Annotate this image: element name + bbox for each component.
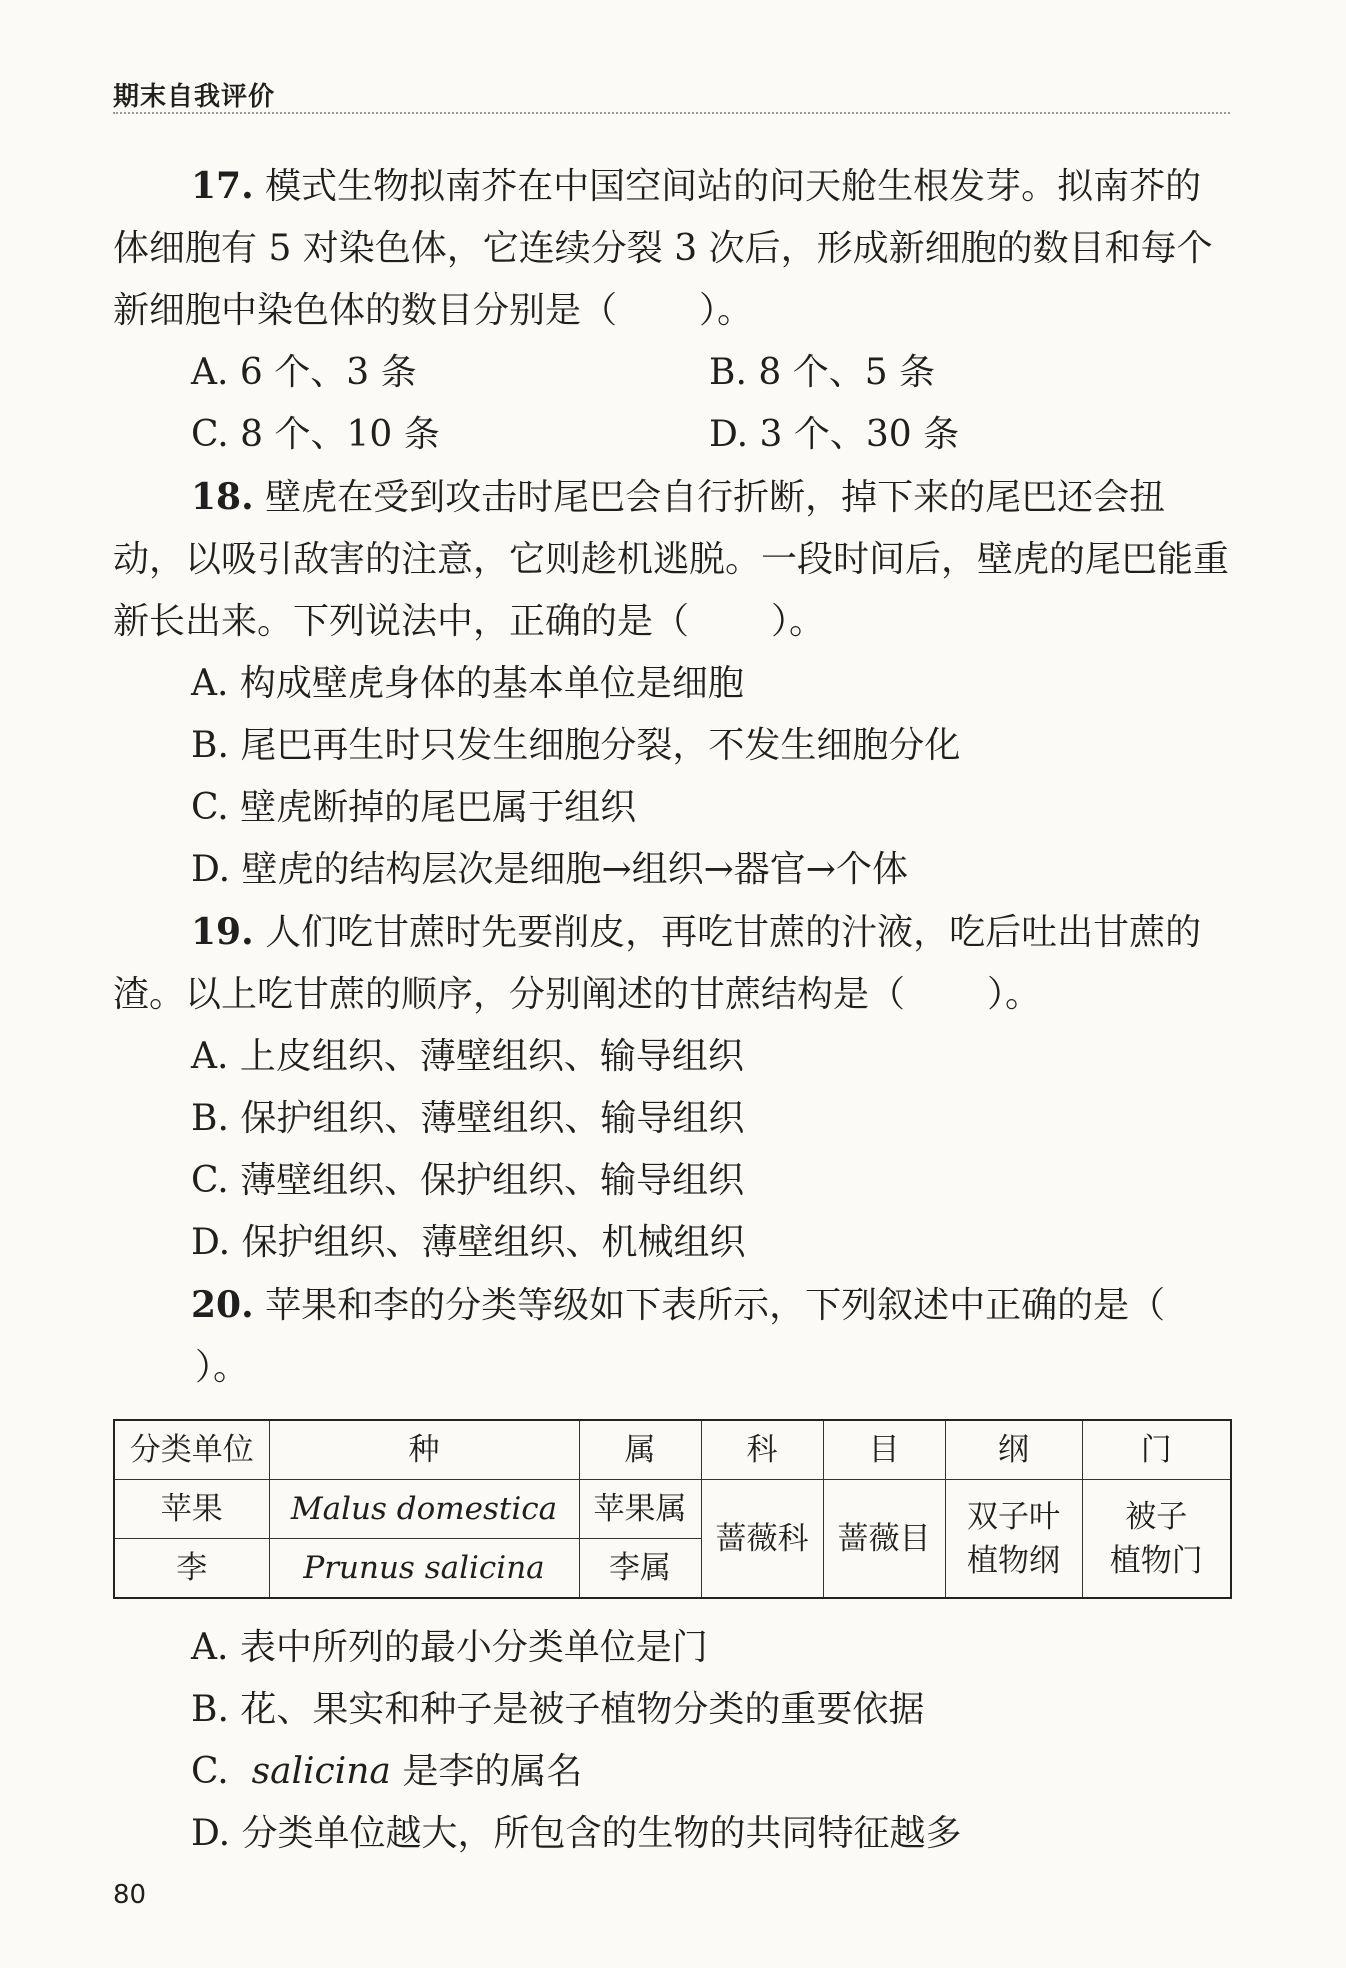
question-19-number: 19. [191, 911, 254, 953]
question-20-stem [113, 1274, 1230, 1399]
order-cell: 蔷薇目 [823, 1480, 945, 1599]
classification-table [113, 1419, 1232, 1599]
question-20-number: 20. [191, 1284, 254, 1326]
question-19-stem [113, 901, 1230, 1026]
table-header-cell: 分类单位 [114, 1420, 269, 1480]
table-header-cell: 种 [269, 1420, 579, 1480]
question-18-number: 18. [191, 476, 254, 518]
page-content [113, 155, 1230, 1865]
page-number: 80 [113, 1880, 147, 1910]
question-17-stem-end: ）。 [699, 290, 754, 331]
question-19-option-b[interactable]: B. 保护组织、薄壁组织、输导组织 [191, 1098, 745, 1139]
apple-species-cell: Malus domestica [269, 1480, 579, 1539]
option-c-prefix: C. [191, 1751, 252, 1792]
question-17-number: 17. [191, 165, 254, 207]
table-header-row [114, 1420, 1231, 1480]
apple-name-cell: 苹果 [114, 1480, 269, 1539]
question-17-option-a[interactable]: A. 6 个、3 条 [191, 352, 417, 393]
question-20-option-c[interactable] [113, 1741, 1230, 1803]
plum-genus-cell: 李属 [579, 1539, 701, 1599]
class-line-1: 双子叶 [967, 1498, 1060, 1535]
table-header-cell: 门 [1082, 1420, 1231, 1480]
table-header-cell: 纲 [945, 1420, 1082, 1480]
question-17-stem [113, 155, 1230, 342]
class-cell [945, 1480, 1082, 1599]
phylum-line-1: 被子 [1125, 1498, 1188, 1535]
question-18-option-d[interactable]: D. 壁虎的结构层次是细胞→组织→器官→个体 [191, 849, 908, 890]
table-header-cell: 科 [701, 1420, 823, 1480]
question-18-option-a[interactable]: A. 构成壁虎身体的基本单位是细胞 [191, 663, 744, 704]
plum-species-cell: Prunus salicina [269, 1539, 579, 1599]
question-19-text: 人们吃甘蔗时先要削皮，再吃甘蔗的汁液，吃后吐出甘蔗的渣。以上吃甘蔗的顺序，分别阐述的甘蔗结构是（ [113, 912, 1202, 1015]
table-row-apple [114, 1480, 1231, 1539]
apple-genus-cell: 苹果属 [579, 1480, 701, 1539]
option-c-italic: salicina [251, 1751, 391, 1792]
question-18-stem [113, 466, 1230, 653]
question-17-options [113, 342, 1230, 466]
question-18-stem-end: ）。 [771, 601, 826, 642]
phylum-line-2: 植物门 [1109, 1542, 1203, 1579]
question-18-option-c[interactable]: C. 壁虎断掉的尾巴属于组织 [191, 787, 637, 828]
question-19-option-a[interactable]: A. 上皮组织、薄壁组织、输导组织 [191, 1036, 744, 1077]
question-19-stem-end: ）。 [987, 974, 1042, 1015]
table-header-cell: 属 [579, 1420, 701, 1480]
header-title: 期末自我评价 [113, 82, 276, 112]
page-header [113, 72, 1230, 114]
question-20-option-d[interactable]: D. 分类单位越大，所包含的生物的共同特征越多 [191, 1813, 962, 1854]
question-20-option-b[interactable]: B. 花、果实和种子是被子植物分类的重要依据 [191, 1689, 925, 1730]
question-17-option-b[interactable]: B. 8 个、5 条 [709, 352, 936, 393]
phylum-cell [1082, 1480, 1231, 1599]
table-header-cell: 目 [823, 1420, 945, 1480]
question-20-text: 苹果和李的分类等级如下表所示，下列叙述中正确的是（ [265, 1285, 1166, 1326]
question-18-text: 壁虎在受到攻击时尾巴会自行折断，掉下来的尾巴还会扭动，以吸引敌害的注意，它则趁机逃脱。一段时间后，壁虎的尾巴能重新长出来。下列说法中，正确的是（ [113, 477, 1230, 642]
question-17-option-d[interactable]: D. 3 个、30 条 [709, 414, 960, 455]
question-18-option-b[interactable]: B. 尾巴再生时只发生细胞分裂，不发生细胞分化 [191, 725, 961, 766]
question-20-stem-end: ）。 [195, 1347, 250, 1388]
plum-name-cell: 李 [114, 1539, 269, 1599]
family-cell: 蔷薇科 [701, 1480, 823, 1599]
class-line-2: 植物纲 [967, 1542, 1060, 1579]
question-17-text: 模式生物拟南芥在中国空间站的问天舱生根发芽。拟南芥的体细胞有 5 对染色体，它连续分裂 3 次后，形成新细胞的数目和每个新细胞中染色体的数目分别是（ [113, 166, 1213, 331]
question-20-option-a[interactable]: A. 表中所列的最小分类单位是门 [191, 1627, 708, 1668]
option-c-rest: 是李的属名 [390, 1751, 583, 1792]
question-17-option-c[interactable]: C. 8 个、10 条 [191, 414, 440, 455]
question-19-option-c[interactable]: C. 薄壁组织、保护组织、输导组织 [191, 1160, 745, 1201]
question-19-option-d[interactable]: D. 保护组织、薄壁组织、机械组织 [191, 1222, 746, 1263]
